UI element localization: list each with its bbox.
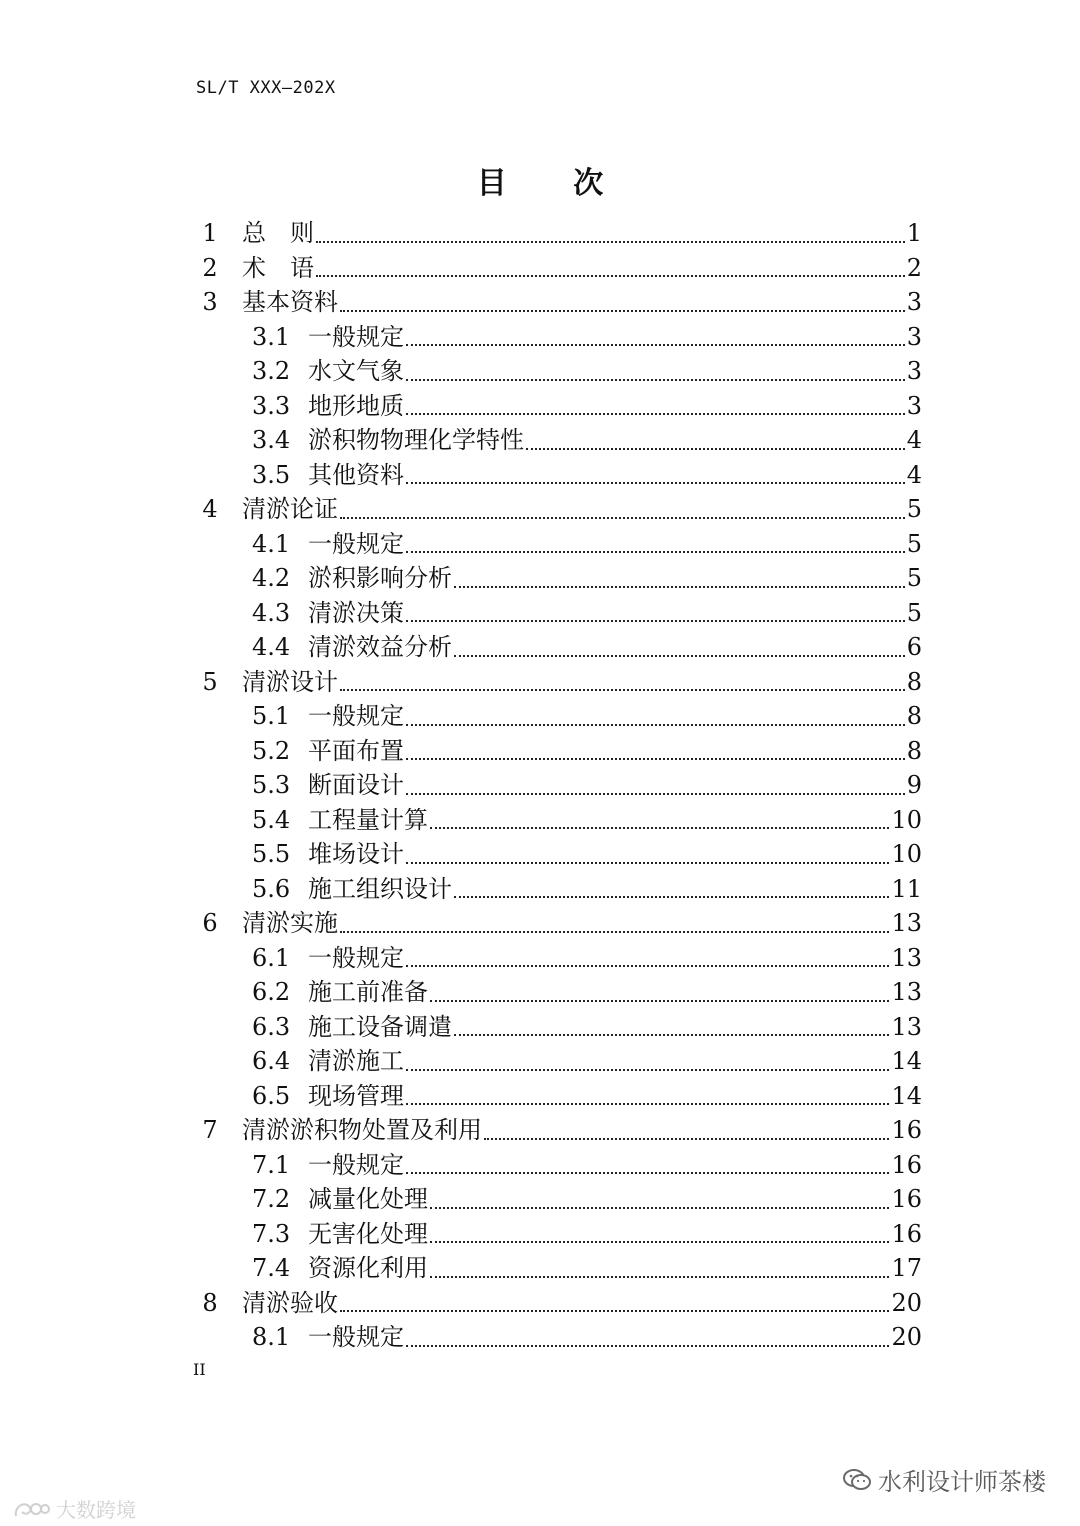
toc-entry-label: 清淤效益分析 — [308, 633, 452, 661]
toc-entry-number: 7.1 — [252, 1150, 291, 1179]
toc-entry[interactable] — [190, 768, 922, 803]
toc-entry-number: 7.2 — [252, 1185, 291, 1213]
toc-entry-label: 清淤淤积物处置及利用 — [242, 1116, 482, 1144]
toc-dot-leader — [340, 1310, 889, 1312]
toc-dot-leader — [430, 1207, 889, 1209]
toc-entry-number: 8 — [202, 1288, 218, 1317]
toc-entry-number: 6.1 — [252, 943, 291, 972]
toc-entry-number: 3.5 — [252, 460, 291, 489]
toc-dot-leader — [406, 862, 889, 864]
toc-dot-leader — [406, 1345, 889, 1347]
toc-entry-number: 6.4 — [252, 1047, 291, 1075]
toc-entry-label: 总 则 — [242, 219, 314, 247]
toc-entry-number: 5.3 — [252, 771, 291, 799]
toc-dot-leader — [340, 931, 889, 933]
toc-dot-leader — [430, 827, 889, 829]
toc-entry-page: 3 — [906, 288, 922, 316]
toc-entry-page: 16 — [891, 1150, 922, 1179]
toc-dot-leader — [406, 413, 905, 415]
toc-entry[interactable] — [190, 1182, 922, 1217]
toc-dot-leader — [406, 344, 905, 346]
toc-entry-number: 1 — [202, 219, 218, 247]
toc-entry-label: 一般规定 — [308, 1323, 404, 1351]
toc-entry-label: 工程量计算 — [308, 805, 428, 834]
toc-entry[interactable] — [190, 699, 922, 734]
toc-dot-leader — [406, 965, 889, 967]
toc-entry-page: 5 — [906, 529, 922, 558]
table-of-contents — [190, 216, 922, 1355]
toc-entry-page: 5 — [906, 564, 922, 592]
toc-entry[interactable] — [190, 423, 922, 458]
toc-entry-number: 5.2 — [252, 736, 291, 765]
toc-entry-number: 5.6 — [252, 874, 291, 903]
toc-entry-page: 11 — [891, 874, 922, 903]
toc-entry-page: 8 — [906, 702, 922, 730]
toc-entry-page: 10 — [891, 840, 922, 868]
toc-entry-number: 6.2 — [252, 978, 291, 1006]
toc-entry-page: 1 — [906, 219, 922, 247]
toc-entry-number: 3.3 — [252, 391, 291, 420]
toc-entry-number: 7 — [202, 1116, 218, 1144]
toc-entry-page: 13 — [891, 909, 922, 937]
toc-entry[interactable] — [190, 527, 922, 562]
toc-dot-leader — [454, 896, 889, 898]
toc-dot-leader — [454, 586, 905, 588]
toc-entry[interactable] — [190, 596, 922, 631]
toc-entry-page: 3 — [906, 322, 922, 351]
toc-entry-number: 6.3 — [252, 1012, 291, 1041]
toc-entry-page: 16 — [891, 1116, 922, 1144]
toc-dot-leader — [316, 241, 905, 243]
toc-entry-number: 3.1 — [252, 322, 291, 351]
toc-entry-label: 清淤论证 — [242, 495, 338, 523]
toc-entry-page: 20 — [891, 1288, 922, 1317]
toc-entry[interactable] — [190, 872, 922, 907]
toc-title: 目 次 — [476, 166, 632, 201]
toc-dot-leader — [316, 275, 905, 277]
toc-entry-number: 3 — [202, 288, 218, 316]
toc-entry[interactable] — [190, 1079, 922, 1114]
toc-dot-leader — [430, 1241, 889, 1243]
toc-dot-leader — [406, 758, 905, 760]
toc-entry-page: 6 — [906, 633, 922, 661]
toc-entry-page: 5 — [906, 495, 922, 523]
toc-entry-label: 清淤实施 — [242, 909, 338, 937]
toc-entry-page: 8 — [906, 667, 922, 696]
toc-dot-leader — [454, 1034, 889, 1036]
toc-entry[interactable] — [190, 251, 922, 286]
toc-dot-leader — [484, 1138, 889, 1140]
toc-entry-number: 3.2 — [252, 357, 291, 385]
toc-entry-number: 4.1 — [252, 529, 291, 558]
toc-entry-number: 4.2 — [252, 564, 291, 592]
toc-entry-number: 6.5 — [252, 1081, 291, 1110]
toc-entry-page: 5 — [906, 598, 922, 627]
toc-entry[interactable] — [190, 1113, 922, 1148]
toc-entry-page: 2 — [906, 253, 922, 282]
toc-dot-leader — [406, 620, 905, 622]
toc-entry-label: 资源化利用 — [308, 1254, 428, 1282]
toc-entry-label: 一般规定 — [308, 1150, 404, 1179]
toc-dot-leader — [430, 1276, 889, 1278]
toc-entry-number: 5.4 — [252, 805, 291, 834]
toc-entry-label: 清淤施工 — [308, 1047, 404, 1075]
toc-entry-number: 4.4 — [252, 633, 291, 661]
toc-entry-label: 淤积物物理化学特性 — [308, 426, 524, 454]
toc-entry-page: 8 — [906, 736, 922, 765]
toc-entry-label: 现场管理 — [308, 1081, 404, 1110]
toc-entry-number: 5.1 — [252, 702, 291, 730]
toc-entry[interactable] — [190, 561, 922, 596]
toc-entry-number: 3.4 — [252, 426, 291, 454]
toc-entry-page: 14 — [891, 1081, 922, 1110]
toc-entry-number: 7.3 — [252, 1219, 291, 1248]
toc-entry-page: 17 — [891, 1254, 922, 1282]
toc-entry-page: 20 — [891, 1323, 922, 1351]
toc-entry-label: 淤积影响分析 — [308, 564, 452, 592]
toc-entry-page: 13 — [891, 978, 922, 1006]
toc-entry-label: 清淤验收 — [242, 1288, 338, 1317]
toc-dot-leader — [340, 310, 905, 312]
logo-icon — [12, 1498, 50, 1520]
toc-entry-number: 8.1 — [252, 1323, 291, 1351]
toc-entry[interactable] — [190, 1217, 922, 1252]
toc-entry[interactable] — [190, 389, 922, 424]
toc-entry-page: 3 — [906, 391, 922, 420]
watermark-wechat — [842, 1462, 1046, 1497]
toc-dot-leader — [406, 551, 905, 553]
toc-entry-page: 13 — [891, 943, 922, 972]
toc-entry-number: 2 — [202, 253, 218, 282]
toc-entry-label: 减量化处理 — [308, 1185, 428, 1213]
toc-entry-label: 清淤决策 — [308, 598, 404, 627]
toc-entry[interactable] — [190, 734, 922, 769]
toc-entry-label: 一般规定 — [308, 529, 404, 558]
toc-entry[interactable] — [190, 1286, 922, 1321]
toc-entry[interactable] — [190, 665, 922, 700]
toc-dot-leader — [340, 689, 905, 691]
toc-entry-number: 4 — [202, 495, 218, 523]
toc-entry[interactable] — [190, 1251, 922, 1286]
toc-entry-label: 术 语 — [242, 253, 314, 282]
toc-entry-label: 水文气象 — [308, 357, 404, 385]
toc-dot-leader — [406, 1172, 889, 1174]
toc-entry-label: 一般规定 — [308, 702, 404, 730]
toc-entry-page: 16 — [891, 1185, 922, 1213]
toc-entry-number: 4.3 — [252, 598, 291, 627]
toc-dot-leader — [406, 1069, 889, 1071]
toc-entry[interactable] — [190, 320, 922, 355]
toc-entry-number: 6 — [202, 909, 218, 937]
toc-entry[interactable] — [190, 354, 922, 389]
toc-entry-page: 10 — [891, 805, 922, 834]
watermark-left-text: 大数跨境 — [56, 1498, 136, 1522]
toc-entry-page: 4 — [906, 460, 922, 489]
toc-entry-label: 施工组织设计 — [308, 874, 452, 903]
toc-dot-leader — [406, 482, 905, 484]
toc-entry[interactable] — [190, 906, 922, 941]
wechat-icon — [842, 1467, 872, 1493]
toc-entry-label: 施工设备调遣 — [308, 1012, 452, 1041]
toc-entry-page: 9 — [906, 771, 922, 799]
standard-code: SL/T XXX—202X — [196, 78, 336, 98]
toc-entry-number: 5 — [202, 667, 218, 696]
toc-dot-leader — [406, 379, 905, 381]
toc-entry-label: 基本资料 — [242, 288, 338, 316]
toc-entry[interactable] — [190, 1010, 922, 1045]
watermark-right-text: 水利设计师茶楼 — [878, 1468, 1046, 1496]
toc-entry-label: 一般规定 — [308, 322, 404, 351]
toc-dot-leader — [406, 793, 905, 795]
toc-entry[interactable] — [190, 1320, 922, 1355]
toc-dot-leader — [406, 1103, 889, 1105]
toc-entry-label: 断面设计 — [308, 771, 404, 799]
toc-dot-leader — [340, 517, 905, 519]
toc-entry[interactable] — [190, 285, 922, 320]
toc-dot-leader — [406, 724, 905, 726]
toc-entry[interactable] — [190, 803, 922, 838]
toc-entry-page: 16 — [891, 1219, 922, 1248]
toc-entry-label: 无害化处理 — [308, 1219, 428, 1248]
toc-entry[interactable] — [190, 837, 922, 872]
toc-entry[interactable] — [190, 1148, 922, 1183]
toc-entry-label: 平面布置 — [308, 736, 404, 765]
toc-entry-page: 3 — [906, 357, 922, 385]
toc-entry[interactable] — [190, 492, 922, 527]
toc-entry-number: 5.5 — [252, 840, 291, 868]
page-number: II — [193, 1360, 206, 1379]
watermark-brand — [12, 1494, 136, 1523]
toc-entry[interactable] — [190, 941, 922, 976]
toc-entry-page: 14 — [891, 1047, 922, 1075]
toc-entry[interactable] — [190, 1044, 922, 1079]
toc-entry-label: 堆场设计 — [308, 840, 404, 868]
toc-entry-label: 地形地质 — [308, 391, 404, 420]
toc-entry[interactable] — [190, 630, 922, 665]
toc-entry-page: 13 — [891, 1012, 922, 1041]
toc-entry[interactable] — [190, 458, 922, 493]
toc-entry-number: 7.4 — [252, 1254, 291, 1282]
toc-dot-leader — [454, 655, 905, 657]
toc-entry-label: 其他资料 — [308, 460, 404, 489]
toc-entry-label: 清淤设计 — [242, 667, 338, 696]
toc-entry-label: 一般规定 — [308, 943, 404, 972]
toc-dot-leader — [430, 1000, 889, 1002]
toc-entry[interactable] — [190, 975, 922, 1010]
toc-entry-label: 施工前准备 — [308, 978, 428, 1006]
toc-entry[interactable] — [190, 216, 922, 251]
toc-entry-page: 4 — [906, 426, 922, 454]
toc-dot-leader — [526, 448, 905, 450]
